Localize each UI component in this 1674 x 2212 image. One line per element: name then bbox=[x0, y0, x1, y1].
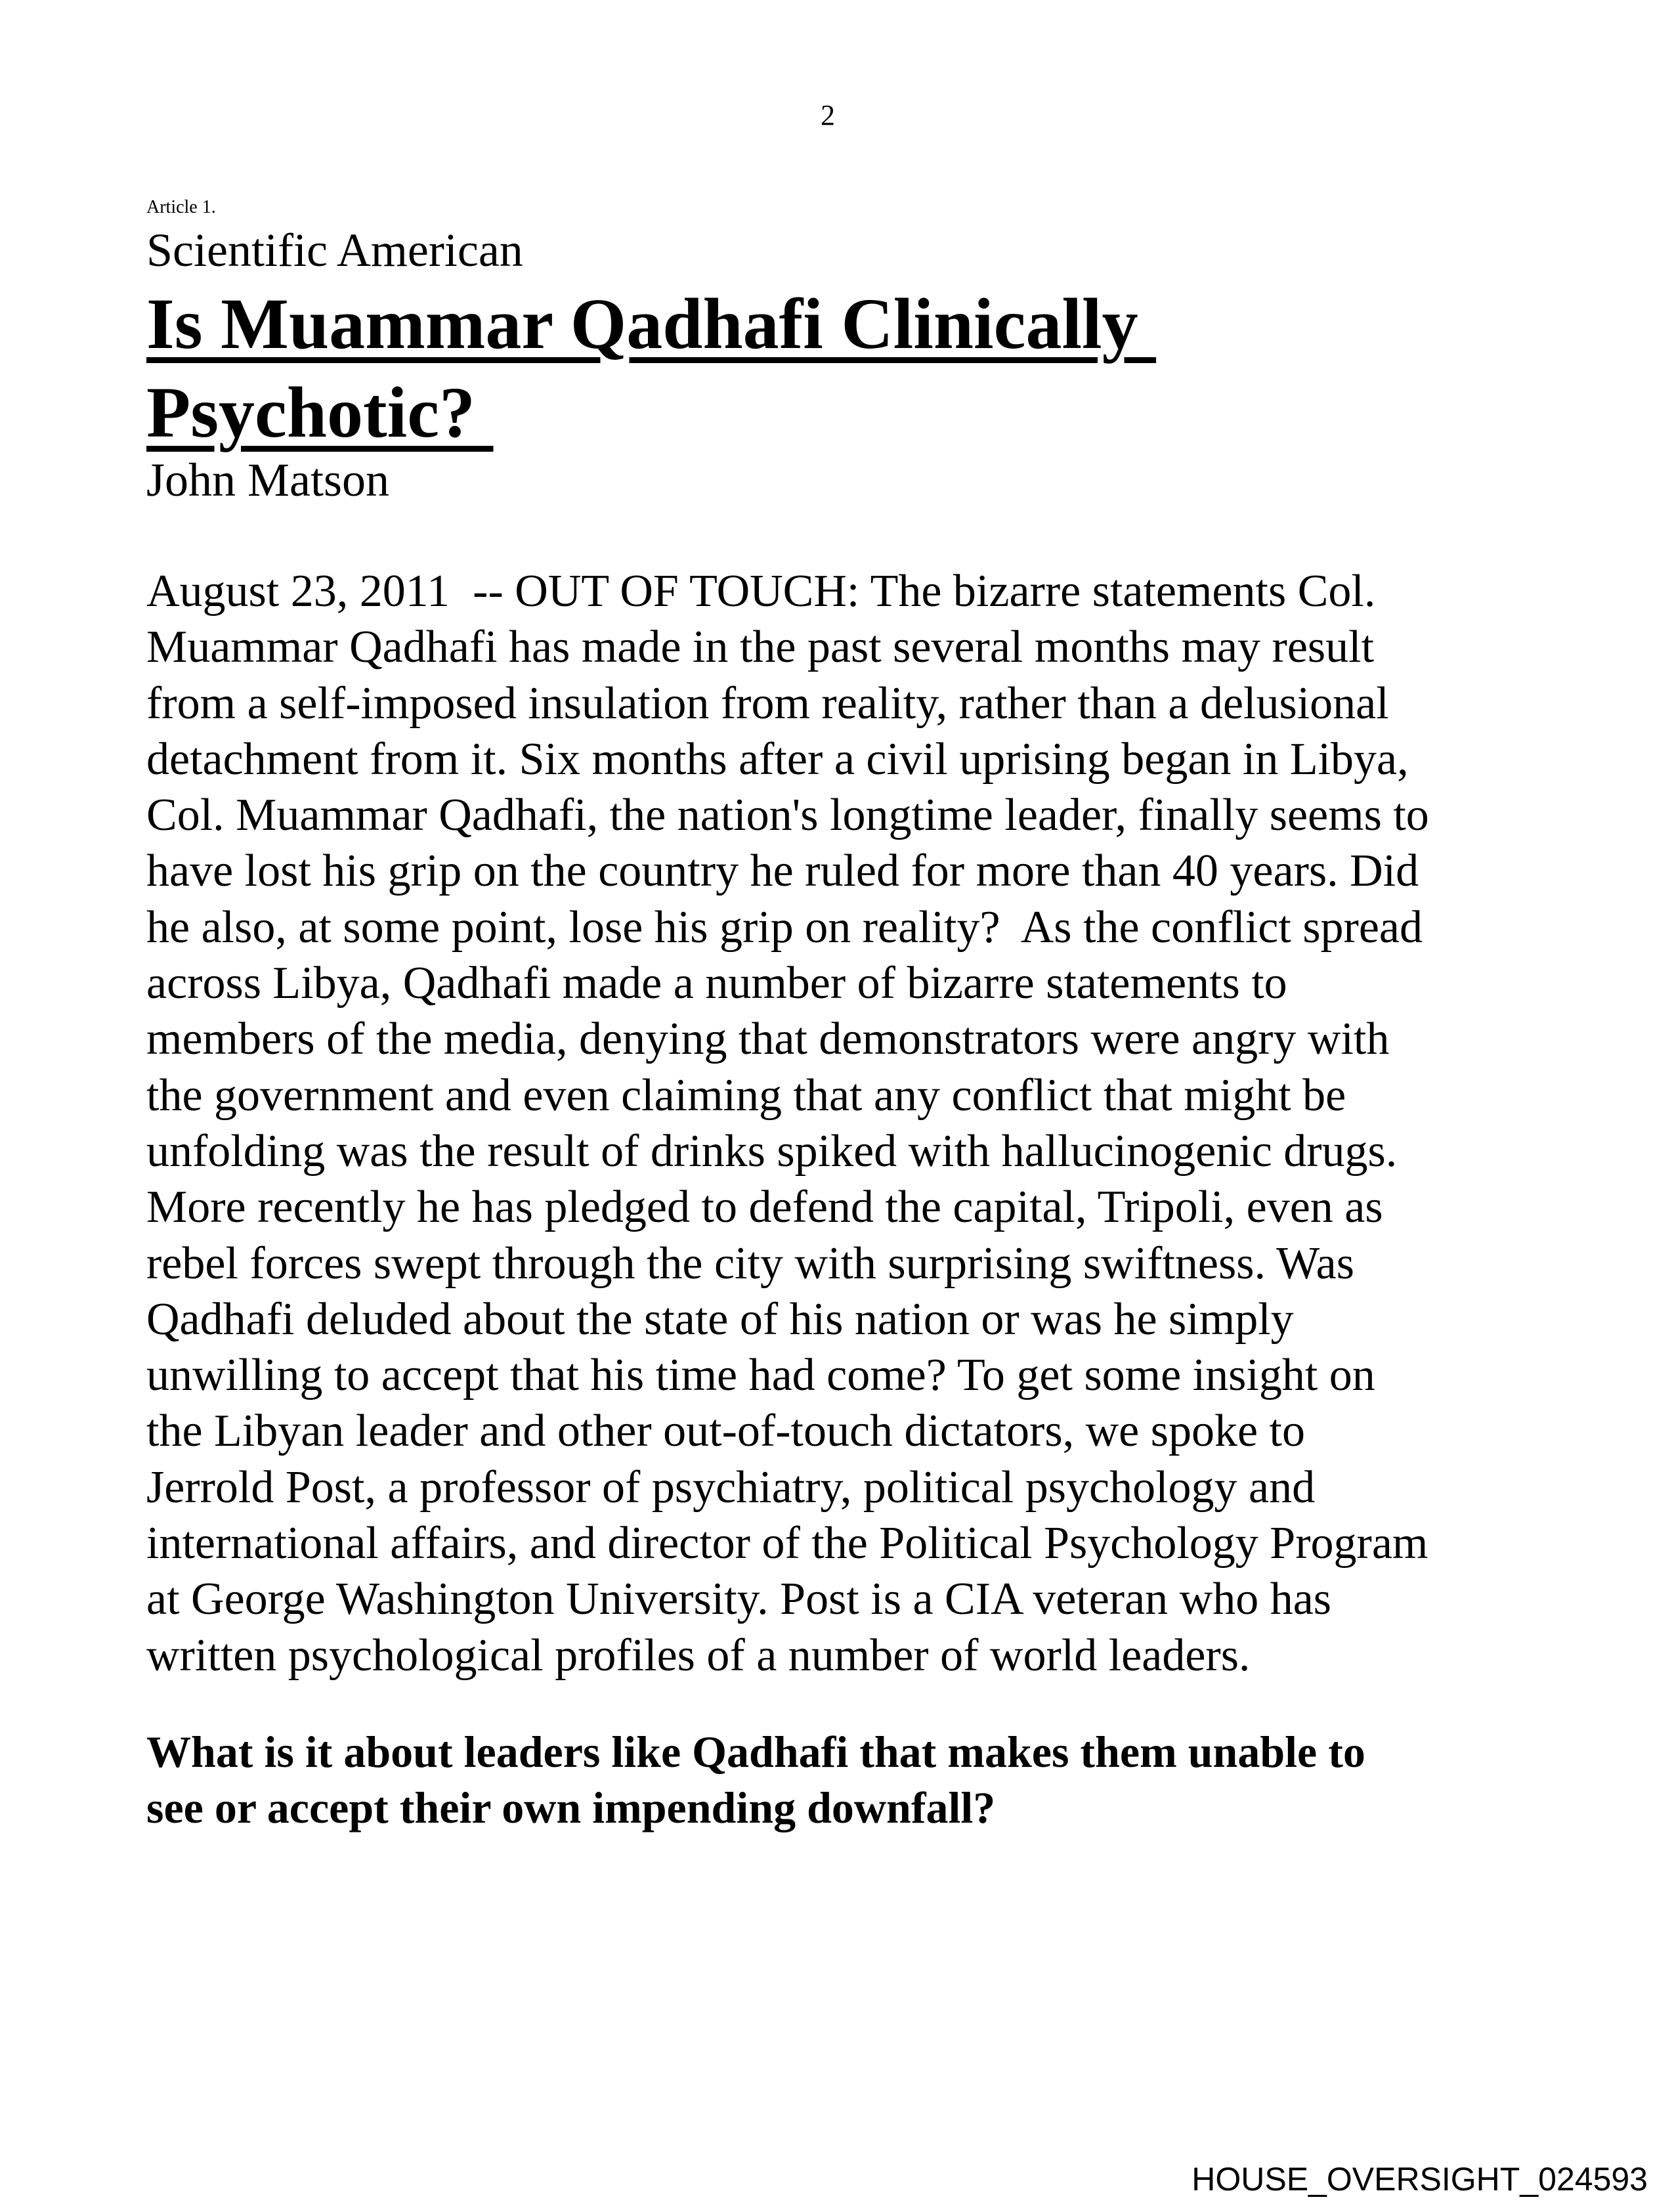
body-text-line: from a self-imposed insulation from reality, rather than a delusional bbox=[146, 678, 1389, 729]
publication-name: Scientific American bbox=[146, 224, 523, 276]
article-label: Article 1. bbox=[146, 197, 216, 217]
article-title-line-2: Psychotic? bbox=[146, 372, 494, 452]
body-text-line: Qadhafi deluded about the state of his nation or was he simply bbox=[146, 1293, 1294, 1345]
body-text-line: have lost his grip on the country he ruled for more than 40 years. Did bbox=[146, 846, 1419, 897]
body-text-line: Muammar Qadhafi has made in the past several months may result bbox=[146, 622, 1375, 673]
body-text-line: unfolding was the result of drinks spiked with hallucinogenic drugs. bbox=[146, 1125, 1398, 1177]
body-text-line: members of the media, denying that demonstrators were angry with bbox=[146, 1014, 1390, 1065]
article-title-line-1: Is Muammar Qadhafi Clinically bbox=[146, 284, 1157, 364]
body-text-line: written psychological profiles of a number of world leaders. bbox=[146, 1630, 1251, 1681]
body-text-line: More recently he has pledged to defend the capital, Tripoli, even as bbox=[146, 1182, 1383, 1233]
body-text-line: at George Washington University. Post is a CIA veteran who has bbox=[146, 1574, 1332, 1625]
body-text-line: Jerrold Post, a professor of psychiatry, political psychology and bbox=[146, 1462, 1316, 1513]
document-id-footer: HOUSE_OVERSIGHT_024593 bbox=[1191, 2161, 1648, 2198]
question-text-line: What is it about leaders like Qadhafi that makes them unable to bbox=[146, 1727, 1365, 1777]
body-text-line: detachment from it. Six months after a civil uprising began in Libya, bbox=[146, 733, 1409, 785]
body-text-line: the government and even claiming that any conflict that might be bbox=[146, 1070, 1346, 1121]
article-body bbox=[146, 563, 1429, 1683]
body-text-line: unwilling to accept that his time had come? To get some insight on bbox=[146, 1350, 1375, 1401]
interview-question bbox=[146, 1724, 1365, 1836]
body-text-line: he also, at some point, lose his grip on reality? As the conflict spread bbox=[146, 901, 1423, 953]
body-text-line: August 23, 2011 -- OUT OF TOUCH: The bizarre statements Col. bbox=[146, 566, 1376, 617]
question-text-line: see or accept their own impending downfall? bbox=[146, 1783, 996, 1832]
body-text-line: Col. Muammar Qadhafi, the nation's longtime leader, finally seems to bbox=[146, 790, 1429, 841]
body-text-line: the Libyan leader and other out-of-touch dictators, we spoke to bbox=[146, 1406, 1305, 1457]
page-number: 2 bbox=[821, 99, 835, 131]
body-text-line: across Libya, Qadhafi made a number of bizarre statements to bbox=[146, 958, 1287, 1009]
author-name: John Matson bbox=[146, 454, 390, 506]
body-text-line: rebel forces swept through the city with surprising swiftness. Was bbox=[146, 1238, 1354, 1289]
body-text-line: international affairs, and director of the Political Psychology Program bbox=[146, 1518, 1428, 1569]
